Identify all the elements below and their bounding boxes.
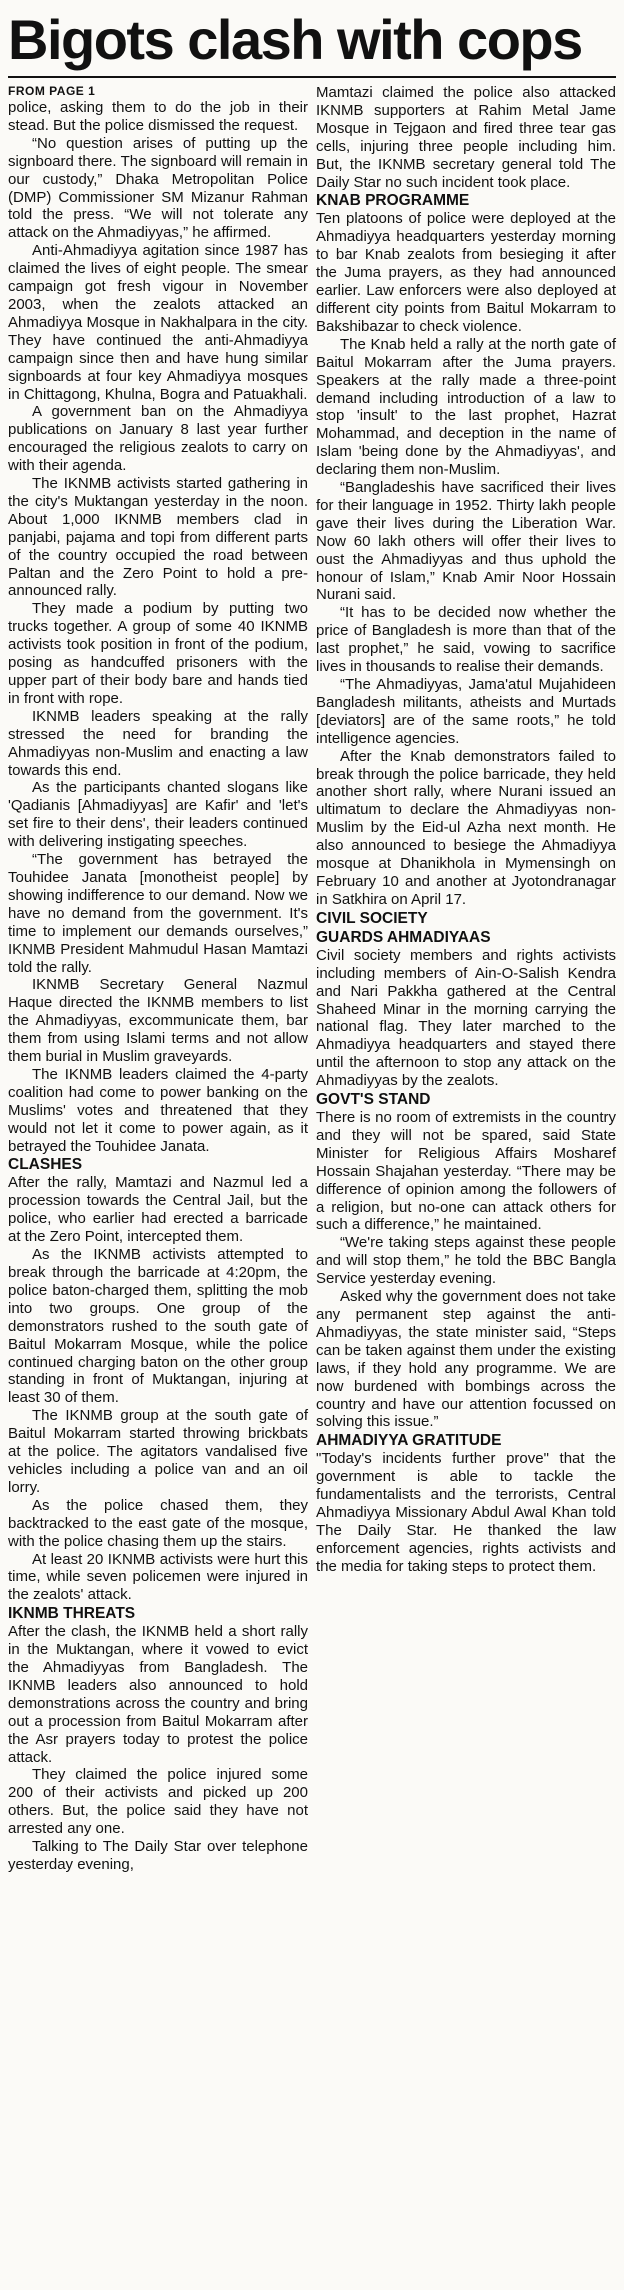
paragraph: They made a podium by putting two trucks together. A group of some 40 IKNMB activists took position in front of the podium, posing as handcuffed prisoners with the upper part of their body bare and hands tied in front with rope.	[8, 600, 308, 707]
paragraph: Anti-Ahmadiyya agitation since 1987 has claimed the lives of eight people. The smear campaign got fresh vigour in November 2003, when the zealots attacked an Ahmadiyya Mosque in Nakhalpara in the city. They have continued the anti-Ahmadiyya campaign since then and have hung similar signboards at four key Ahmadiyya mosques in Chittagong, Khulna, Bogra and Patuakhali.	[8, 242, 308, 403]
paragraph: "Today's incidents further prove" that the government is able to tackle the fundamentalists and the terrorists, Central Ahmadiyya Missionary Abdul Awal Khan told The Daily Star. He thanked the law enforcement agencies, rights activists and the media for taking steps to protect them.	[316, 1450, 616, 1575]
paragraph: “No question arises of putting up the signboard there. The signboard will remain in our custody,” Dhaka Metropolitan Police (DMP) Commissioner SM Mizanur Rahman told the press. “We will not tolerate any attack on the Ahmadiyyas,” he affirmed.	[8, 134, 308, 242]
subhead-clashes: CLASHES	[8, 1156, 83, 1174]
paragraph: After the clash, the IKNMB held a short rally in the Muktangan, where it vowed to evict the Ahmadiyyas from Bangladesh. The IKNMB leaders also announced to hold demonstrations across the country and bring out a procession from Baitul Mokarram after the Asr prayers today to protest the police attack.	[8, 1623, 308, 1766]
paragraph: “The Ahmadiyyas, Jama'atul Mujahideen Bangladesh militants, atheists and Murtads [deviators] are of the same roots,” he told intelligence agencies.	[316, 676, 616, 747]
paragraph: Civil society members and rights activists including members of Ain-O-Salish Kendra and Nari Pakkha gathered at the Central Shaheed Minar in the morning carrying the national flag. They later marched to the Ahmadiyya headquarters and stayed there until the afternoon to stop any attack on the Ahmadiyyas by the zealots.	[316, 946, 616, 1090]
paragraph: “Bangladeshis have sacrificed their lives for their language in 1952. Thirty lakh people gave their lives during the Liberation War. Now 60 lakh others will offer their lives to oust the Ahmadiyyas and thus uphold the honour of Islam,” Knab Amir Noor Hossain Nurani said.	[316, 479, 616, 604]
paragraph: The IKNMB leaders claimed the 4-party coalition had come to power banking on the Muslims' votes and threatened that they would not let it come to power again, as it betrayed the Touhidee Janata.	[8, 1065, 308, 1155]
column-left	[8, 84, 308, 1874]
paragraph: After the Knab demonstrators failed to break through the police barricade, they held another short rally, where Nurani issued an ultimatum to declare the Ahmadiyyas non-Muslim by the Eid-ul Azha next month. He also announced to besiege the Ahmadiyya mosque at Dhanikhola in Mymensingh on February 10 and another at Jyotondranagar in Satkhira on April 17.	[316, 747, 616, 908]
paragraph: As the IKNMB activists attempted to break through the barricade at 4:20pm, the police baton-charged them, splitting the mob into two groups. One group of the demonstrators rushed to the south gate of Baitul Mokarram Mosque, while the police continued charging baton on the other group standing in front of Muktangan, injuring at least 30 of them.	[8, 1246, 308, 1407]
paragraph: Talking to The Daily Star over telephone yesterday evening,	[8, 1838, 308, 1873]
subhead-govts-stand: GOVT'S STAND	[316, 1091, 431, 1109]
paragraph: IKNMB leaders speaking at the rally stressed the need for branding the Ahmadiyyas non-Muslim and enacting a law towards this end.	[8, 707, 308, 779]
subhead-knab-programme: KNAB PROGRAMME	[316, 192, 470, 210]
paragraph: The IKNMB activists started gathering in the city's Muktangan yesterday in the noon. About 1,000 IKNMB members clad in panjabi, pajama and topi from different parts of the country occupied the road between Paltan and the Zero Point to hold a pre-announced rally.	[8, 475, 308, 600]
headline: Bigots clash with cops	[8, 4, 616, 78]
kicker: FROM PAGE 1	[8, 84, 96, 98]
subhead-ahmadiyya-gratitude: AHMADIYYA GRATITUDE	[316, 1432, 502, 1450]
paragraph: “It has to be decided now whether the price of Bangladesh is more than that of the last prophet,” he said, vowing to sacrifice lives in thousands to realise their demands.	[316, 604, 616, 676]
subhead-civil-society: CIVIL SOCIETY	[316, 909, 428, 927]
subhead-guards-ahmadiyaas: GUARDS AHMADIYAAS	[316, 928, 491, 946]
paragraph: IKNMB Secretary General Nazmul Haque directed the IKNMB members to list the Ahmadiyyas, excommunicate them, bar them from using Islami terms and not allow them burial in Muslim graveyards.	[8, 976, 308, 1066]
paragraph: police, asking them to do the job in their stead. But the police dismissed the request.	[8, 99, 308, 134]
paragraph: “The government has betrayed the Touhidee Janata [monotheist people] by showing indifference to our demand. Now we have no demand from the government. It's time to implement our demands ourselves,” IKNMB President Mahmudul Hasan Mamtazi told the rally.	[8, 851, 308, 976]
paragraph: After the rally, Mamtazi and Nazmul led a procession towards the Central Jail, but the police, who earlier had erected a barricade at the Zero Point, intercepted them.	[8, 1174, 308, 1246]
paragraph: A government ban on the Ahmadiyya publications on January 8 last year further encouraged the religious zealots to carry on with their agenda.	[8, 403, 308, 475]
column-right	[316, 84, 616, 1874]
subhead-iknmb-threats: IKNMB THREATS	[8, 1605, 136, 1623]
paragraph: The Knab held a rally at the north gate of Baitul Mokarram after the Juma prayers. Speakers at the rally made a three-point demand including introduction of a law to stop 'insult' to the last prophet, Hazrat Mohammad, and deception in the name of Islam 'being done by the Ahmadiyyas', and declaring them non-Muslim.	[316, 335, 616, 479]
paragraph: Mamtazi claimed the police also attacked IKNMB supporters at Rahim Metal Jame Mosque in Tejgaon and fired three tear gas cells, injuring three people including him. But, the IKNMB secretary general told The Daily Star no such incident took place.	[316, 84, 616, 191]
paragraph: As the police chased them, they backtracked to the east gate of the mosque, with the police chasing them up the stairs.	[8, 1496, 308, 1550]
paragraph: As the participants chanted slogans like 'Qadianis [Ahmadiyyas] are Kafir' and 'let's set fire to their dens', their leaders continued with delivering instigating speeches.	[8, 779, 308, 851]
paragraph: They claimed the police injured some 200 of their activists and picked up 200 others. But, the police said they have not arrested any one.	[8, 1766, 308, 1838]
paragraph: At least 20 IKNMB activists were hurt this time, while seven policemen were injured in the zealots' attack.	[8, 1550, 308, 1604]
paragraph: “We're taking steps against these people and will stop them,” he told the BBC Bangla Service yesterday evening.	[316, 1234, 616, 1288]
paragraph: Ten platoons of police were deployed at the Ahmadiyya headquarters yesterday morning to bar Knab zealots from besieging it after the Juma prayers, as they had announced earlier. Law enforcers were also deployed at different city points from Baitul Mokarram to Bakshibazar to check violence.	[316, 210, 616, 335]
paragraph: There is no room of extremists in the country and they will not be spared, said State Minister for Religious Affairs Mosharef Hossain Shajahan yesterday. “There may be difference of opinion among the followers of a religion, but no-one can attack others for such a difference,” he maintained.	[316, 1109, 616, 1234]
paragraph: Asked why the government does not take any permanent step against the anti-Ahmadiyyas, the state minister said, “Steps can be taken against them under the existing laws, if they hold any programme. We are now burdened with bombings across the country and have our attention focussed on solving this issue.”	[316, 1288, 616, 1431]
paragraph: The IKNMB group at the south gate of Baitul Mokarram started throwing brickbats at the police. The agitators vandalised five vehicles including a police van and an oil lorry.	[8, 1407, 308, 1496]
article-columns	[8, 84, 616, 1874]
